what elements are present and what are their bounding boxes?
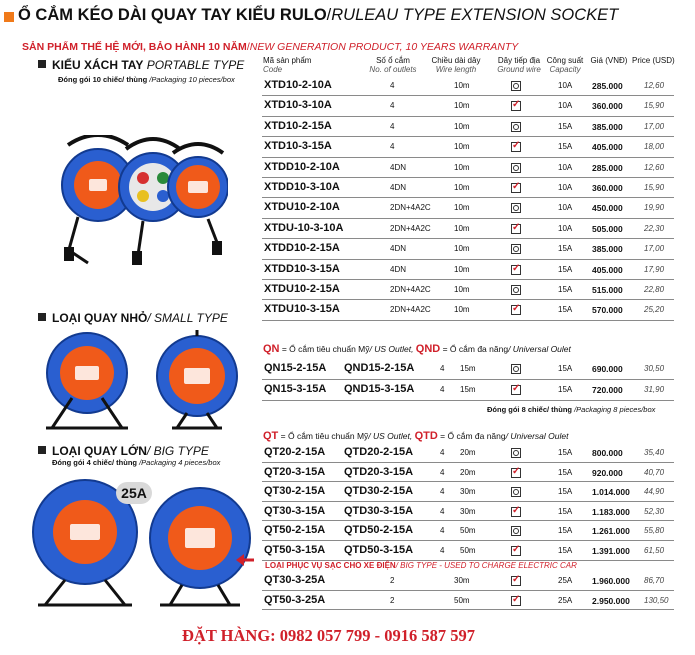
wire-length: 10m [454,81,470,90]
ev-note-vi: LOẠI PHỤC VỤ SẠC CHO XE ĐIỆN [265,561,396,570]
wire-length: 10m [454,142,470,152]
outlet-count: 2 [390,576,395,585]
capacity: 15A [558,467,573,477]
table-row [262,178,674,198]
price-usd: 86,70 [644,576,665,585]
ground-check-icon [511,596,521,606]
header-ground-vi: Dây tiếp địa [497,56,541,65]
ground-check-icon [511,385,521,395]
price-usd: 12,60 [644,81,665,90]
header-ground [494,56,544,74]
ground-none-icon [511,122,521,132]
price-usd: 18,00 [644,142,665,152]
price-usd: 44,90 [644,487,665,497]
table-row [262,380,674,401]
table-row [262,117,674,137]
ground-check-icon [511,507,521,517]
header-outlets-vi: Số ổ cắm [376,56,410,65]
pack-big-en: /Packaging 4 pieces/box [139,458,221,467]
outlet-count: 2DN+4A2C [390,285,431,294]
outlet-count: 2DN+4A2C [390,203,431,213]
legend-qn-text: = Ổ cắm tiêu chuẩn Mỹ [279,344,370,354]
table-row [262,443,674,463]
table-row [262,502,674,522]
price-vnd: 515.000 [592,285,623,295]
section-small-vi: LOẠI QUAY NHỎ [52,311,148,325]
header-ground-en: Ground wire [497,65,541,74]
capacity: 10A [558,183,573,192]
page-title [18,6,618,25]
header-usd [632,56,674,65]
capacity: 15A [558,244,573,254]
title-en: RULEAU TYPE EXTENSION SOCKET [331,6,619,24]
outlet-count: 4 [390,101,395,111]
section-big-vi: LOẠI QUAY LỚN [52,444,147,458]
legend-qt-en: / US Outlet, [368,431,415,441]
price-vnd: 360.000 [592,101,623,112]
wire-length: 15m [460,385,476,394]
legend-qtd-en: / Universal Oulet [505,431,569,441]
table-row [262,137,674,157]
price-vnd: 1.960.000 [592,576,630,586]
wire-length: 10m [454,203,470,213]
wire-length: 10m [454,223,470,233]
outlet-count: 4 [440,526,445,536]
price-vnd: 800.000 [592,448,623,458]
price-vnd: 1.014.000 [592,487,630,498]
price-vnd: 385.000 [592,244,623,255]
product-code-2: QTD30-2-15A [344,485,414,498]
price-usd: 17,00 [644,121,665,131]
legend-qn [263,343,571,355]
section-big [38,444,209,458]
price-vnd: 1.391.000 [592,546,630,556]
wire-length: 10m [454,162,470,172]
product-code: QN15-3-15A [264,383,327,395]
subtitle-en: NEW GENERATION PRODUCT, 10 YEARS WARRANTY [249,41,519,53]
product-code: XTDU-10-3-10A [264,221,344,234]
pack-small [487,405,655,414]
ground-none-icon [511,487,521,497]
header-length-en: Wire length [435,65,477,74]
legend-qnd-en: / Universal Oulet [508,344,571,354]
product-code-2: QTD50-3-15A [344,544,414,556]
price-vnd: 1.261.000 [592,526,630,537]
ground-check-icon [511,305,521,315]
capacity: 15A [558,364,573,373]
header-capacity-en: Capacity [549,65,581,74]
price-vnd: 450.000 [592,203,623,214]
wire-length: 30m [460,487,476,497]
price-usd: 25,20 [644,305,665,315]
price-vnd: 570.000 [592,305,623,316]
product-code: QT20-3-15A [264,465,326,478]
outlet-count: 2 [390,595,395,605]
outlet-count: 4DN [390,162,407,172]
product-code: QT50-3-25A [264,593,326,606]
header-length-vi: Chiều dài dây [431,56,481,65]
legend-qtd-code: QTD [414,430,438,442]
ev-note-en: / BIG TYPE - USED TO CHARGE ELECTRIC CAR [395,561,577,570]
product-code: XTDU10-2-15A [264,283,340,295]
badge-25a: 25A [116,482,152,504]
price-vnd: 920.000 [592,467,623,478]
wire-length: 15m [460,364,476,373]
price-usd: 40,70 [644,467,665,477]
ev-note [265,561,577,570]
header-vnd [588,56,630,65]
section-big-en: / BIG TYPE [146,444,209,458]
product-code: QT50-2-15A [264,524,326,537]
table-row [262,541,674,561]
capacity: 15A [558,448,573,457]
wire-length: 20m [460,467,476,477]
ground-check-icon [511,183,521,193]
wire-length: 30m [454,576,470,585]
table-row [262,300,674,320]
table-row [262,482,674,502]
outlet-count: 2DN+4A2C [390,305,431,315]
wire-length: 10m [454,121,470,131]
price-usd: 22,80 [644,285,665,294]
price-usd: 17,00 [644,244,665,254]
outlet-count: 4 [440,506,445,516]
outlet-count: 4 [440,487,445,497]
wire-length: 10m [454,305,470,315]
price-vnd: 405.000 [592,264,623,275]
capacity: 15A [558,506,573,516]
outlet-count: 4 [440,364,445,373]
pack-portable-en: /Packaging 10 pieces/box [149,75,235,84]
title-vi: Ổ CẮM KÉO DÀI QUAY TAY KIỂU RULO [18,6,327,24]
wire-length: 30m [460,506,476,516]
ground-none-icon [511,244,521,254]
table-row [262,280,674,300]
ground-check-icon [511,142,521,152]
ground-check-icon [511,468,521,478]
price-vnd: 720.000 [592,385,623,395]
price-usd: 130,50 [644,595,669,605]
section-bullet [38,313,46,321]
table-row [262,219,674,239]
product-code: QT20-2-15A [264,446,326,458]
legend-qnd-text: = Ổ cắm đa năng [440,344,509,354]
table-row [262,239,674,259]
product-code: XTD10-3-15A [264,140,332,153]
capacity: 10A [558,162,573,172]
ground-none-icon [511,448,521,458]
price-usd: 12,60 [644,162,665,172]
header-code [263,56,311,74]
pack-portable-vi: Đóng gói 10 chiếc/ thùng [58,75,148,84]
header-capacity [544,56,586,74]
price-usd: 19,90 [644,203,665,213]
legend-qn-en: / US Outlet, [369,344,416,354]
outlet-count: 4 [440,546,445,555]
product-code: XTD10-3-10A [264,99,332,112]
product-code: XTD10-2-10A [264,79,332,91]
capacity: 25A [558,595,573,605]
product-code-2: QTD30-3-15A [344,504,414,517]
ground-check-icon [511,546,521,556]
ground-check-icon [511,265,521,275]
capacity: 10A [558,203,573,213]
outlet-count: 4 [440,467,445,477]
capacity: 10A [558,223,573,233]
header-code-en: Code [263,65,283,74]
table-row [262,591,674,611]
wire-length: 10m [454,101,470,111]
product-code-2: QTD20-2-15A [344,446,414,458]
portable-reels-image [58,135,228,270]
product-code: XTDU10-2-10A [264,201,340,214]
capacity: 15A [558,385,573,394]
ground-none-icon [511,81,521,91]
product-code: XTDD10-3-15A [264,262,340,275]
price-usd: 35,40 [644,448,665,457]
table-row [262,463,674,483]
wire-length: 10m [454,264,470,274]
wire-length: 20m [460,448,476,457]
legend-qt-text: = Ổ cắm tiêu chuẩn Mỹ [278,431,369,441]
legend-qt [263,430,568,442]
small-reels-image [32,328,242,438]
subtitle-sep: / [246,41,250,53]
ground-check-icon [511,224,521,234]
outlet-count: 4 [440,448,445,457]
capacity: 15A [558,526,573,536]
pack-small-vi: Đóng gói 8 chiếc/ thùng [487,405,572,414]
table-row [262,76,674,96]
price-vnd: 690.000 [592,364,623,374]
section-portable [38,58,244,72]
capacity: 15A [558,305,573,315]
price-vnd: 285.000 [592,81,623,91]
section-portable-en: PORTABLE TYPE [146,58,245,72]
header-outlets-en: No. of outlets [369,65,417,74]
price-vnd: 1.183.000 [592,506,630,517]
header-outlets [363,56,423,74]
pack-big-vi: Đóng gói 4 chiếc/ thùng [52,458,137,467]
outlet-count: 4DN [390,183,407,192]
title-sep: / [326,6,332,24]
price-vnd: 2.950.000 [592,595,630,606]
product-code: XTDD10-2-10A [264,160,340,173]
product-code: QT30-3-25A [264,574,326,586]
price-vnd: 360.000 [592,183,623,193]
pack-small-en: /Packaging 8 pieces/box [574,405,656,414]
capacity: 15A [558,121,573,131]
price-usd: 61,50 [644,546,665,555]
ground-none-icon [511,285,521,295]
capacity: 15A [558,487,573,497]
ground-none-icon [511,364,521,374]
wire-length: 50m [454,595,470,605]
section-small-en: / SMALL TYPE [147,311,228,325]
price-vnd: 385.000 [592,121,623,132]
page-subtitle [22,41,518,53]
legend-qtd-text: = Ổ cắm đa năng [437,431,506,441]
price-usd: 22,30 [644,223,665,233]
product-code-2: QTD20-3-15A [344,465,414,478]
price-usd: 17,90 [644,264,665,274]
product-code: QT30-2-15A [264,485,326,498]
legend-qn-code: QN [263,343,280,355]
table-row [262,96,674,116]
wire-length: 50m [460,526,476,536]
capacity: 15A [558,142,573,152]
order-hotline: ĐẶT HÀNG: 0982 057 799 - 0916 587 597 [182,626,476,645]
outlet-count: 4 [390,81,395,90]
table-row [262,359,674,380]
product-code-2: QTD50-2-15A [344,524,414,537]
table-row [262,571,674,591]
price-usd: 15,90 [644,183,665,192]
ground-none-icon [511,526,521,536]
header-capacity-vi: Công suất [546,56,584,65]
price-usd: 31,90 [644,385,665,394]
product-code: QT30-3-15A [264,504,326,517]
table-row [262,260,674,280]
legend-qnd-code: QND [415,343,441,355]
section-bullet [38,446,46,454]
capacity: 10A [558,81,573,90]
pack-big [52,458,220,467]
capacity: 15A [558,546,573,555]
product-code: QT50-3-15A [264,544,326,556]
outlet-count: 4DN [390,264,407,274]
ground-check-icon [511,101,521,111]
table-row [262,158,674,178]
price-vnd: 285.000 [592,162,623,173]
product-code: XTDD10-2-15A [264,242,340,255]
header-length [425,56,487,74]
outlet-count: 4 [440,385,445,394]
outlet-count: 4DN [390,244,407,254]
capacity: 15A [558,285,573,294]
header-vnd-vi: Giá (VNĐ) [590,56,628,65]
price-usd: 30,50 [644,364,665,373]
header-usd-vi: Price (USD) [632,56,675,65]
capacity: 10A [558,101,573,111]
price-vnd: 405.000 [592,142,623,153]
section-bullet [38,60,46,68]
subtitle-vi: SẢN PHẨM THẾ HỆ MỚI, BẢO HÀNH 10 NĂM [22,41,247,53]
product-code: XTD10-2-15A [264,119,332,132]
pack-portable [58,75,235,84]
outlet-count: 2DN+4A2C [390,223,431,233]
table-row [262,521,674,541]
product-code: XTDU10-3-15A [264,303,340,316]
product-code-2: QND15-3-15A [344,383,415,395]
legend-qt-code: QT [263,430,279,442]
capacity: 25A [558,576,573,585]
wire-length: 10m [454,285,470,294]
product-code: XTDD10-3-10A [264,181,340,193]
wire-length: 10m [454,244,470,254]
wire-length: 50m [460,546,476,555]
product-code-2: QND15-2-15A [344,362,415,374]
price-usd: 15,90 [644,101,665,111]
price-usd: 55,80 [644,526,665,536]
section-small [38,311,228,325]
ground-none-icon [511,163,521,173]
table-row [262,198,674,218]
title-bullet [4,12,14,22]
price-usd: 52,30 [644,506,665,516]
outlet-count: 4 [390,142,395,152]
wire-length: 10m [454,183,470,192]
ground-none-icon [511,203,521,213]
product-code: QN15-2-15A [264,362,327,374]
section-portable-vi: KIỂU XÁCH TAY [52,58,144,72]
capacity: 15A [558,264,573,274]
outlet-count: 4 [390,121,395,131]
price-vnd: 505.000 [592,223,623,234]
header-code-vi: Mã sản phẩm [263,56,312,65]
ground-check-icon [511,576,521,586]
